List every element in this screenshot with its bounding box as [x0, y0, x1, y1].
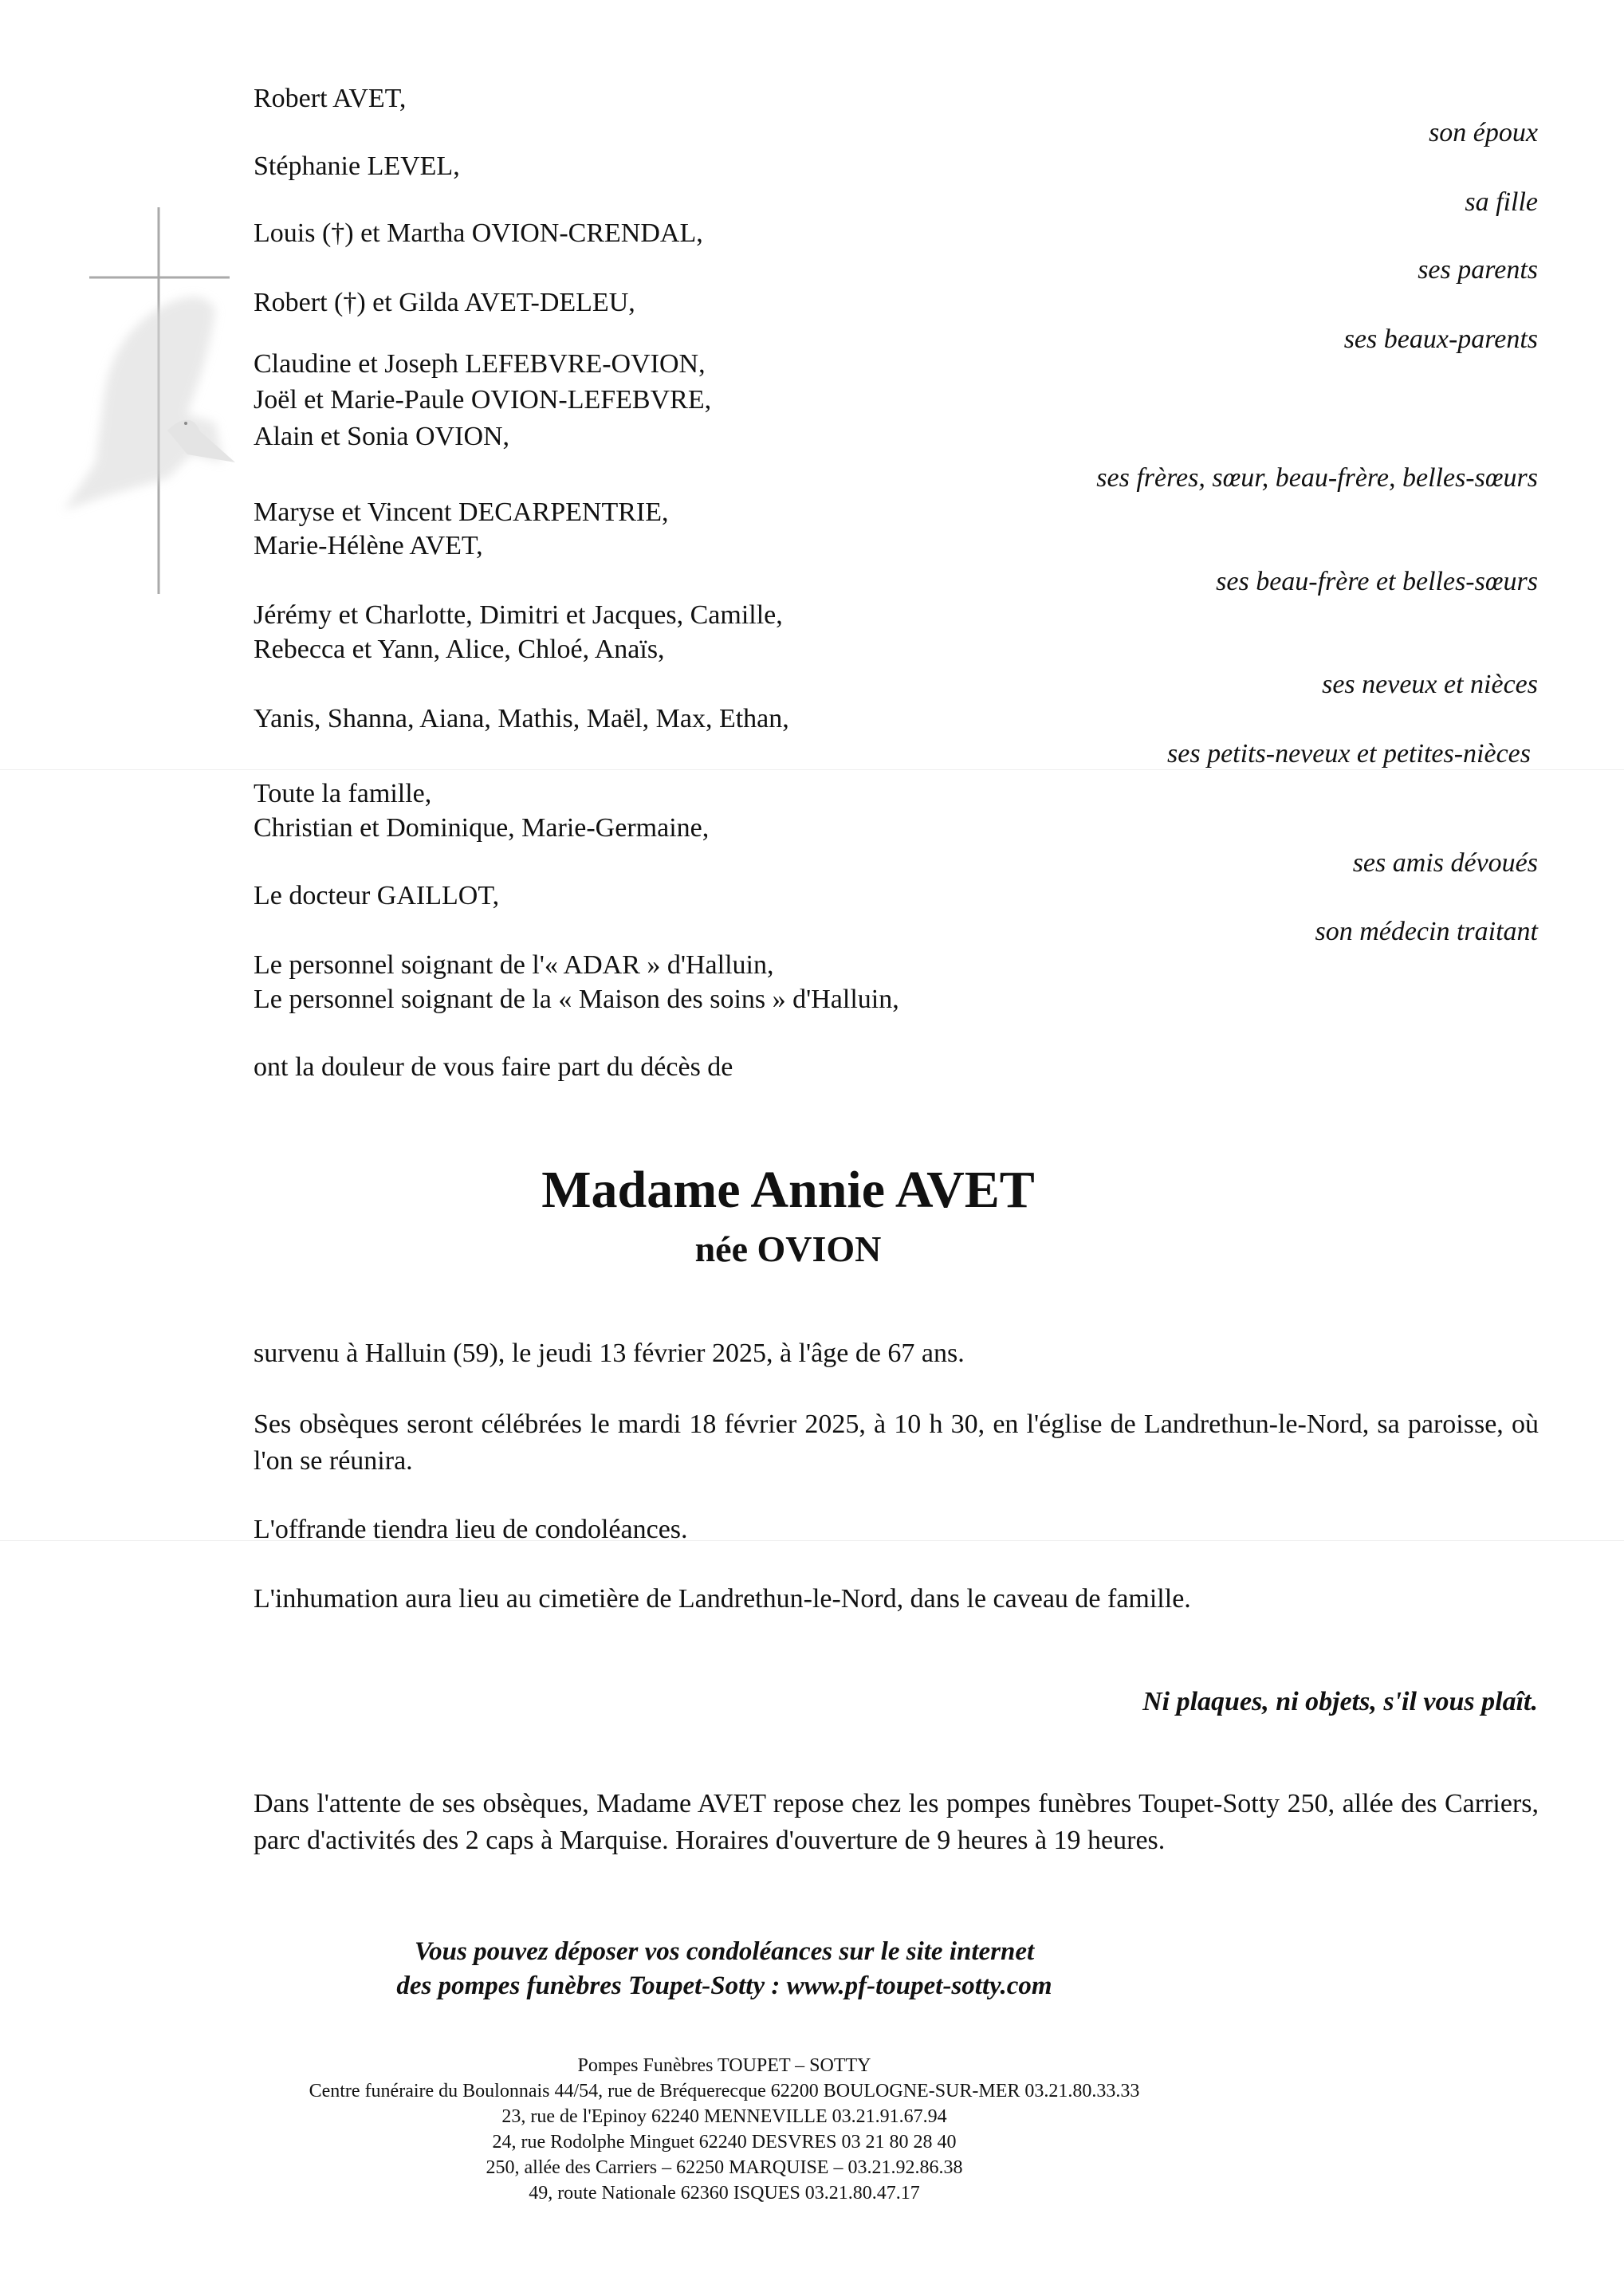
relation-label: ses petits-neveux et petites-nièces — [1167, 739, 1531, 769]
scan-line — [0, 1540, 1624, 1541]
condolence-notice-line: des pompes funèbres Toupet-Sotty : www.pf-toupet-sotty.com — [396, 1972, 1052, 2000]
offering-note: L'offrande tiendra lieu de condoléances. — [254, 1515, 688, 1544]
announcement-line: ont la douleur de vous faire part du décès de — [254, 1052, 733, 1082]
family-line: Robert (†) et Gilda AVET-DELEU, — [254, 288, 635, 317]
relation-label: ses amis dévoués — [1352, 848, 1538, 878]
death-notice: survenu à Halluin (59), le jeudi 13 février 2025, à l'âge de 67 ans. — [254, 1339, 965, 1368]
burial-note: L'inhumation aura lieu au cimetière de Landrethun-le-Nord, dans le caveau de famille. — [254, 1584, 1191, 1614]
footer-line: 49, route Nationale 62360 ISQUES 03.21.80.47.17 — [529, 2183, 920, 2204]
relation-label: ses frères, sœur, beau-frère, belles-sœurs — [1096, 463, 1538, 493]
family-line: Joël et Marie-Paule OVION-LEFEBVRE, — [254, 385, 712, 415]
relation-label: ses parents — [1418, 255, 1538, 285]
family-line: Maryse et Vincent DECARPENTRIE, — [254, 497, 669, 527]
relation-label: ses neveux et nièces — [1322, 670, 1538, 699]
relation-label: son médecin traitant — [1315, 917, 1538, 946]
footer-line: 24, rue Rodolphe Minguet 62240 DESVRES 03 21 80 28 40 — [492, 2132, 957, 2152]
relation-label: sa fille — [1465, 187, 1538, 217]
deceased-name: Madame Annie AVET — [541, 1161, 1035, 1219]
family-line: Alain et Sonia OVION, — [254, 422, 510, 451]
relation-label: ses beau-frère et belles-sœurs — [1216, 567, 1538, 596]
footer-line: Pompes Funèbres TOUPET – SOTTY — [577, 2055, 871, 2076]
family-line: Rebecca et Yann, Alice, Chloé, Anaïs, — [254, 635, 665, 664]
family-line: Yanis, Shanna, Aiana, Mathis, Maël, Max, Ethan, — [254, 704, 789, 733]
family-line: Le personnel soignant de la « Maison des soins » d'Halluin, — [254, 985, 899, 1014]
cross-dove-emblem — [48, 199, 255, 598]
condolence-notice-line: Vous pouvez déposer vos condoléances sur le site internet — [414, 1937, 1035, 1966]
family-line: Jérémy et Charlotte, Dimitri et Jacques, Camille, — [254, 600, 783, 630]
family-line: Christian et Dominique, Marie-Germaine, — [254, 813, 710, 843]
deceased-birth-name: née OVION — [694, 1229, 882, 1269]
funeral-details: Ses obsèques seront célébrées le mardi 18 février 2025, à 10 h 30, en l'église de Landrethun-le-Nord, sa paroisse, où l'on se réunira. — [254, 1409, 1539, 1476]
family-line: Robert AVET, — [254, 84, 407, 113]
family-line: Le docteur GAILLOT, — [254, 881, 500, 910]
dove-icon — [64, 297, 223, 510]
family-line: Claudine et Joseph LEFEBVRE-OVION, — [254, 349, 706, 379]
family-line: Le personnel soignant de l'« ADAR » d'Halluin, — [254, 950, 774, 980]
relation-label: son époux — [1429, 118, 1538, 147]
footer-line: 250, allée des Carriers – 62250 MARQUISE – 03.21.92.86.38 — [486, 2157, 963, 2178]
family-line: Toute la famille, — [254, 779, 432, 808]
footer-line: 23, rue de l'Epinoy 62240 MENNEVILLE 03.21.91.67.94 — [501, 2106, 947, 2127]
family-line: Louis (†) et Martha OVION-CRENDAL, — [254, 218, 703, 248]
family-line: Marie-Hélène AVET, — [254, 531, 483, 560]
no-flowers-note: Ni plaques, ni objets, s'il vous plaît. — [1142, 1687, 1538, 1716]
family-line: Stéphanie LEVEL, — [254, 151, 460, 181]
relation-label: ses beaux-parents — [1343, 324, 1538, 354]
footer-line: Centre funéraire du Boulonnais 44/54, rue de Bréquerecque 62200 BOULOGNE-SUR-MER 03.21.80.33.33 — [309, 2081, 1140, 2101]
resting-place-note: Dans l'attente de ses obsèques, Madame AVET repose chez les pompes funèbres Toupet-Sotty 250, allée des Carriers, parc d'activités des 2 caps à Marquise. Horaires d'ouverture de 9 heures à 19 heures. — [254, 1789, 1539, 1855]
